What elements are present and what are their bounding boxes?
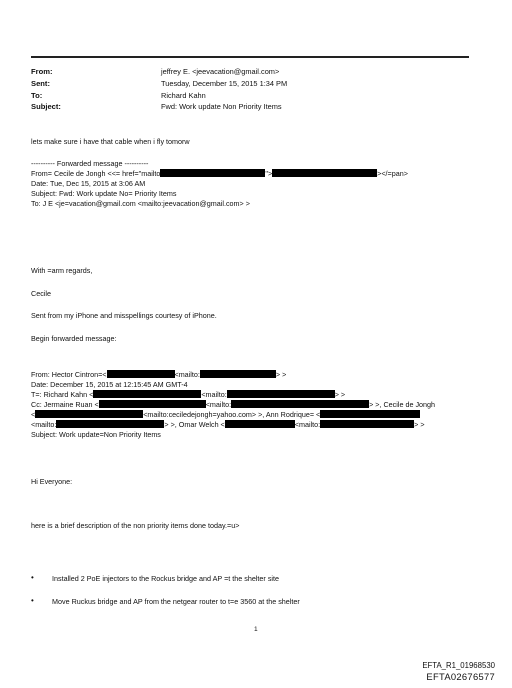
- greeting-text: Hi Everyone:: [31, 477, 73, 486]
- redaction-block: [93, 390, 201, 398]
- begin-forward-text: Begin forwarded message:: [31, 334, 117, 343]
- page-number: 1: [254, 626, 258, 633]
- inner-from-text: From: Hector Cintron=<: [31, 370, 107, 379]
- inner-cc-cont-text: <mailto:ceciledejongh=yahoo.com> >, Ann Rodrique= <: [143, 410, 321, 419]
- redaction-block: [35, 410, 143, 418]
- to-label: To:: [31, 91, 43, 100]
- forwarded-date: Date: Tue, Dec 15, 2015 at 3:06 AM: [31, 179, 146, 188]
- bullet-item: Installed 2 PoE injectors to the Rockus bridge and AP =t the shelter site: [52, 574, 280, 583]
- regards-text: With =arm regards,: [31, 266, 93, 275]
- from-value: jeffrey E. <jeevacation@gmail.com>: [161, 67, 280, 76]
- intro-text: lets make sure i have that cable when i fly tomorw: [31, 137, 190, 146]
- inner-to: [31, 390, 345, 399]
- redaction-block: [272, 169, 377, 177]
- redaction-block: [227, 390, 335, 398]
- inner-from-mailto: <mailto:: [174, 370, 200, 379]
- inner-cc-text: Cc: Jermaine Ruan <: [31, 400, 99, 409]
- header-rule: [31, 56, 469, 58]
- subject-label: Subject:: [31, 102, 61, 111]
- inner-subject: Subject: Work update=Non Priority Items: [31, 430, 161, 439]
- description-text: here is a brief description of the non priority items done today.=u>: [31, 521, 240, 530]
- inner-cc-mailto: <mailto:: [205, 400, 232, 409]
- forwarded-from-text: From= Cecile de Jongh <<= href="mailto: [31, 169, 161, 178]
- inner-cc-cont-open: <: [31, 410, 36, 419]
- sent-label: Sent:: [31, 79, 50, 88]
- to-value: Richard Kahn: [161, 91, 206, 100]
- forward-marker: ---------- Forwarded message ----------: [31, 159, 149, 168]
- inner-date: Date: December 15, 2015 at 12:15:45 AM GMT-4: [31, 380, 188, 389]
- signature-text: Cecile: [31, 289, 51, 298]
- inner-cc-last-end: > >: [414, 420, 425, 429]
- forwarded-from-mid: ">: [265, 169, 273, 178]
- bates-number-large: EFTA02676577: [426, 671, 495, 682]
- sent-from-text: Sent from my iPhone and misspellings courtesy of iPhone.: [31, 311, 217, 320]
- inner-to-mailto: <mailto:: [201, 390, 227, 399]
- bates-number-small: EFTA_R1_01968530: [422, 661, 495, 670]
- inner-cc-last-mailto: <mailto:: [31, 420, 57, 429]
- inner-cc-last: [31, 420, 425, 429]
- inner-cc: [31, 400, 435, 409]
- inner-cc-continued: [31, 410, 420, 419]
- redaction-block: [231, 400, 369, 408]
- sent-value: Tuesday, December 15, 2015 1:34 PM: [161, 79, 288, 88]
- inner-cc-last-text: > >, Omar Welch <: [164, 420, 225, 429]
- forwarded-from-end: ></=pan>: [377, 169, 408, 178]
- bullet-item: Move Ruckus bridge and AP from the netgear router to t=e 3560 at the shelter: [52, 597, 300, 606]
- subject-value: Fwd: Work update Non Priority Items: [161, 102, 282, 111]
- redaction-block: [200, 370, 276, 378]
- inner-to-text: T=: Richard Kahn <: [31, 390, 94, 399]
- bullet-glyph: •: [31, 573, 34, 582]
- redaction-block: [99, 400, 206, 408]
- from-label: From:: [31, 67, 53, 76]
- inner-from: [31, 370, 286, 379]
- inner-cc-end: > >, Cecile de Jongh: [369, 400, 436, 409]
- inner-to-end: > >: [334, 390, 346, 399]
- redaction-block: [107, 370, 175, 378]
- inner-from-end: > >: [275, 370, 287, 379]
- redaction-block: [320, 410, 420, 418]
- redaction-block: [320, 420, 414, 428]
- forwarded-subject: Subject: Fwd: Work update No= Priority Items: [31, 189, 177, 198]
- bullet-glyph: •: [31, 596, 34, 605]
- redaction-block: [56, 420, 164, 428]
- redaction-block: [225, 420, 295, 428]
- forwarded-from: [31, 169, 408, 178]
- forwarded-to: To: J E <je=vacation@gmail.com <mailto:jeevacation@gmail.com> >: [31, 199, 250, 208]
- redaction-block: [160, 169, 265, 177]
- inner-cc-last-mailto2: <mailto:: [294, 420, 321, 429]
